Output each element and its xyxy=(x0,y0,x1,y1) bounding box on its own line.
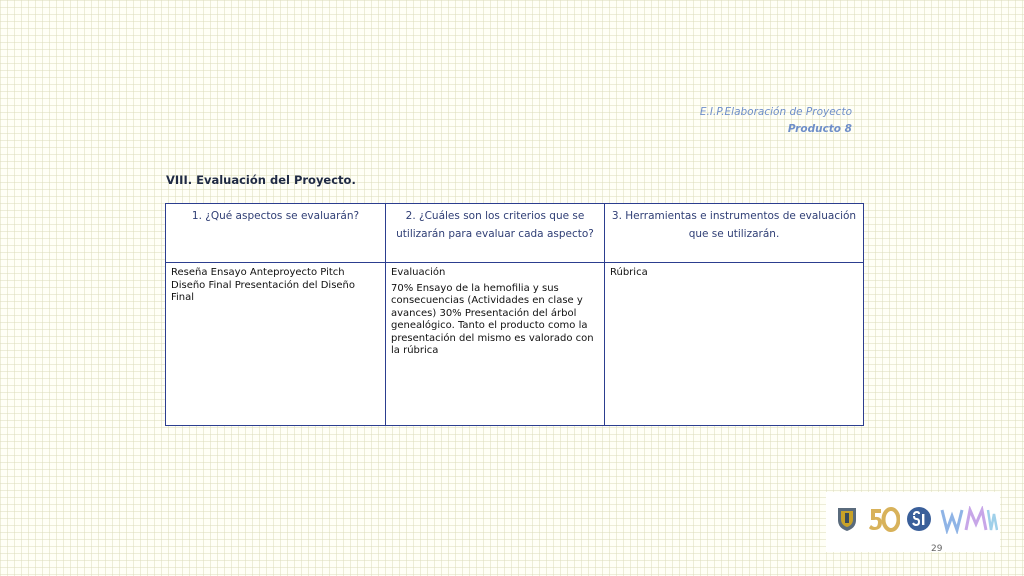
criteria-body: 70% Ensayo de la hemofilia y sus consecuencias (Actividades en clase y avances) 30% Presentación del árbol genealógico. Tanto el producto como la presentación del mismo es valorado con la rúbrica xyxy=(391,282,594,356)
table-row xyxy=(166,263,864,426)
50-anniversary-logo xyxy=(868,506,900,534)
table-header-row xyxy=(166,204,864,263)
criteria-title: Evaluación xyxy=(391,267,446,278)
page-number: 29 xyxy=(931,544,943,554)
cell-criteria xyxy=(386,263,605,426)
cell-aspects: Reseña Ensayo Anteproyecto Pitch Diseño Final Presentación del Diseño Final xyxy=(166,263,386,426)
section-title: VIII. Evaluación del Proyecto. xyxy=(166,173,356,187)
si-logo xyxy=(906,506,932,532)
document-header xyxy=(700,104,852,138)
cell-tools: Rúbrica xyxy=(605,263,864,426)
header-aspects: 1. ¿Qué aspectos se evaluarán? xyxy=(166,204,386,263)
header-program: E.I.P.Elaboración de Proyecto xyxy=(699,106,852,118)
header-product: Producto 8 xyxy=(787,123,852,135)
header-criteria: 2. ¿Cuáles son los criterios que se utilizarán para evaluar cada aspecto? xyxy=(386,204,605,263)
evaluation-table xyxy=(165,203,864,426)
unam-shield-icon xyxy=(836,506,858,532)
header-tools: 3. Herramientas e instrumentos de evaluación que se utilizarán. xyxy=(605,204,864,263)
wm-logo xyxy=(940,506,998,534)
institution-logos xyxy=(826,492,1000,552)
